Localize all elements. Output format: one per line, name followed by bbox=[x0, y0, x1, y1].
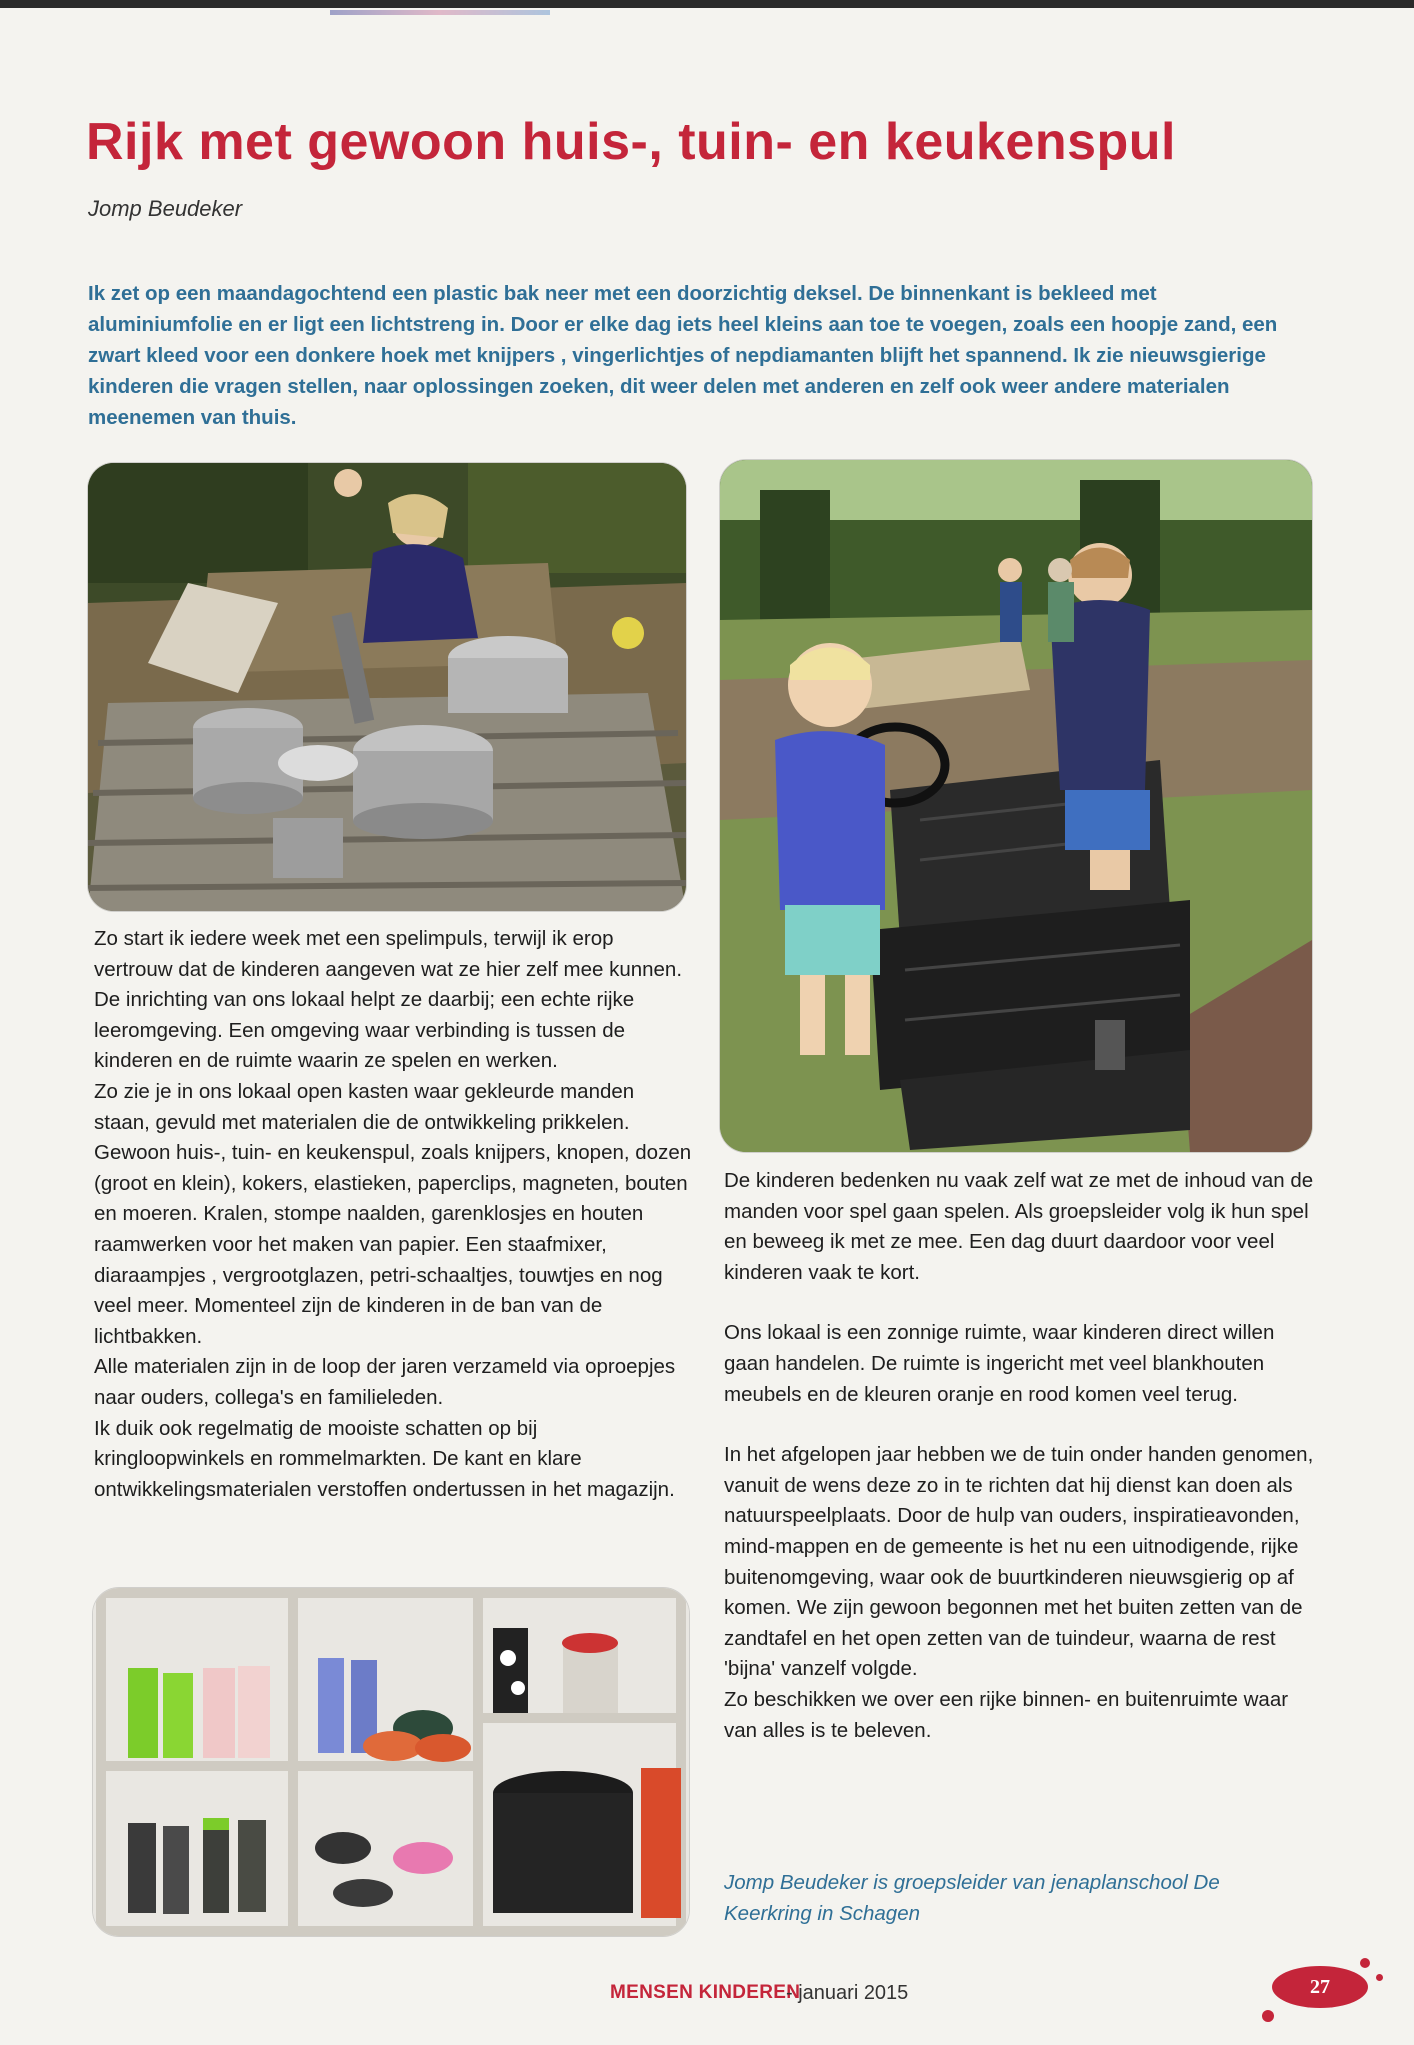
top-edge-band bbox=[0, 0, 1414, 8]
photo-boot-shelf bbox=[93, 1588, 689, 1936]
decorative-dot bbox=[1376, 1974, 1383, 1981]
left-paragraph: Zo start ik iedere week met een spelimpuls, terwijl ik erop vertrouw dat de kinderen aangeven wat ze hier zelf mee kunnen. De inrichting van ons lokaal helpt ze daarbij; een echte rijke leeromgeving. Een omgeving waar verbinding is tussen de kinderen en de ruimte waarin ze spelen en werken. bbox=[94, 927, 683, 1073]
article-title: Rijk met gewoon huis-, tuin- en keukenspul bbox=[86, 113, 1176, 171]
right-paragraph: Ons lokaal is een zonnige ruimte, waar kinderen direct willen gaan handelen. De ruimte is ingericht met veel blankhouten meubels en de kleuren oranje en rood komen veel terug. bbox=[724, 1321, 1275, 1406]
right-column-text bbox=[724, 1166, 1324, 1746]
right-paragraph: Zo beschikken we over een rijke binnen- en buitenruimte waar van alles is te beleven. bbox=[724, 1687, 1289, 1742]
left-column-text bbox=[94, 924, 692, 1505]
photo-mud-kitchen bbox=[88, 463, 686, 911]
decorative-dot bbox=[1262, 2010, 1274, 2022]
page-number: 27 bbox=[1310, 1975, 1330, 1998]
left-paragraph: Alle materialen zijn in de loop der jaren verzameld via oproepjes naar ouders, collega's en familieleden. bbox=[94, 1355, 676, 1409]
right-paragraph: De kinderen bedenken nu vaak zelf wat ze met de inhoud van de manden voor spel gaan spelen. Als groepsleider volg ik hun spel en beweeg ik met ze mee. Een dag duurt daardoor voor veel kinderen vaak te kort. bbox=[724, 1169, 1314, 1284]
page-number-badge bbox=[1272, 1966, 1368, 2008]
left-paragraph: Zo zie je in ons lokaal open kasten waar gekleurde manden staan, gevuld met materialen die de ontwikkeling prikkelen. Gewoon huis-, tuin- en keukenspul, zoals knijpers, knopen, dozen (groot en klein), kokers, elastieken, paperclips, magneten, bouten en moeren. Kralen, stompe naalden, garenklosjes en houten raamwerken voor het maken van papier. Een staafmixer, diaraampjes , vergrootglazen, petri-schaaltjes, touwtjes en nog veel meer. Momenteel zijn de kinderen in de ban van de lichtbakken. bbox=[94, 1079, 692, 1348]
article-intro: Ik zet op een maandagochtend een plastic bak neer met een doorzichtig deksel. De binnenkant is bekleed met aluminiumfolie en er ligt een lichtstreng in. Door er elke dag iets heel kleins aan toe te voegen, zoals een hoopje zand, een zwart kleed voor een donkere hoek met knijpers , vingerlichtjes of nepdiamanten blijft het spannend. Ik zie nieuwsgierige kinderen die vragen stellen, naar oplossingen zoeken, dit weer delen met anderen en zelf ook weer andere materialen meenemen van thuis. bbox=[88, 282, 1278, 429]
decorative-dot bbox=[1360, 1958, 1370, 1968]
article-author: Jomp Beudeker bbox=[88, 196, 243, 221]
publication-logo: MENSEN KINDEREN bbox=[610, 1982, 801, 2003]
author-bio: Jomp Beudeker is groepsleider van jenaplanschool De Keerkring in Schagen bbox=[724, 1871, 1220, 1925]
left-paragraph: Ik duik ook regelmatig de mooiste schatten op bij kringloopwinkels en rommelmarkten. De kant en klare ontwikkelingsmaterialen verstoffen ondertussen in het magazijn. bbox=[94, 1416, 675, 1501]
top-color-strip bbox=[330, 10, 550, 15]
photo-crate-car bbox=[720, 460, 1312, 1152]
right-paragraph: In het afgelopen jaar hebben we de tuin onder handen genomen, vanuit de wens deze zo in te richten dat hij dienst kan doen als natuurspeelplaats. Door de hulp van ouders, inspiratieavonden, mind-mappen en de gemeente is het nu een uitnodigende, rijke buitenomgeving, waar ook de buurtkinderen nieuwsgierig op af komen. We zijn gewoon begonnen met het buiten zetten van de zandtafel en het open zetten van de tuindeur, waarna de rest 'bijna' vanzelf volgde. bbox=[724, 1443, 1314, 1681]
issue-date: - januari 2015 bbox=[786, 1982, 909, 2004]
